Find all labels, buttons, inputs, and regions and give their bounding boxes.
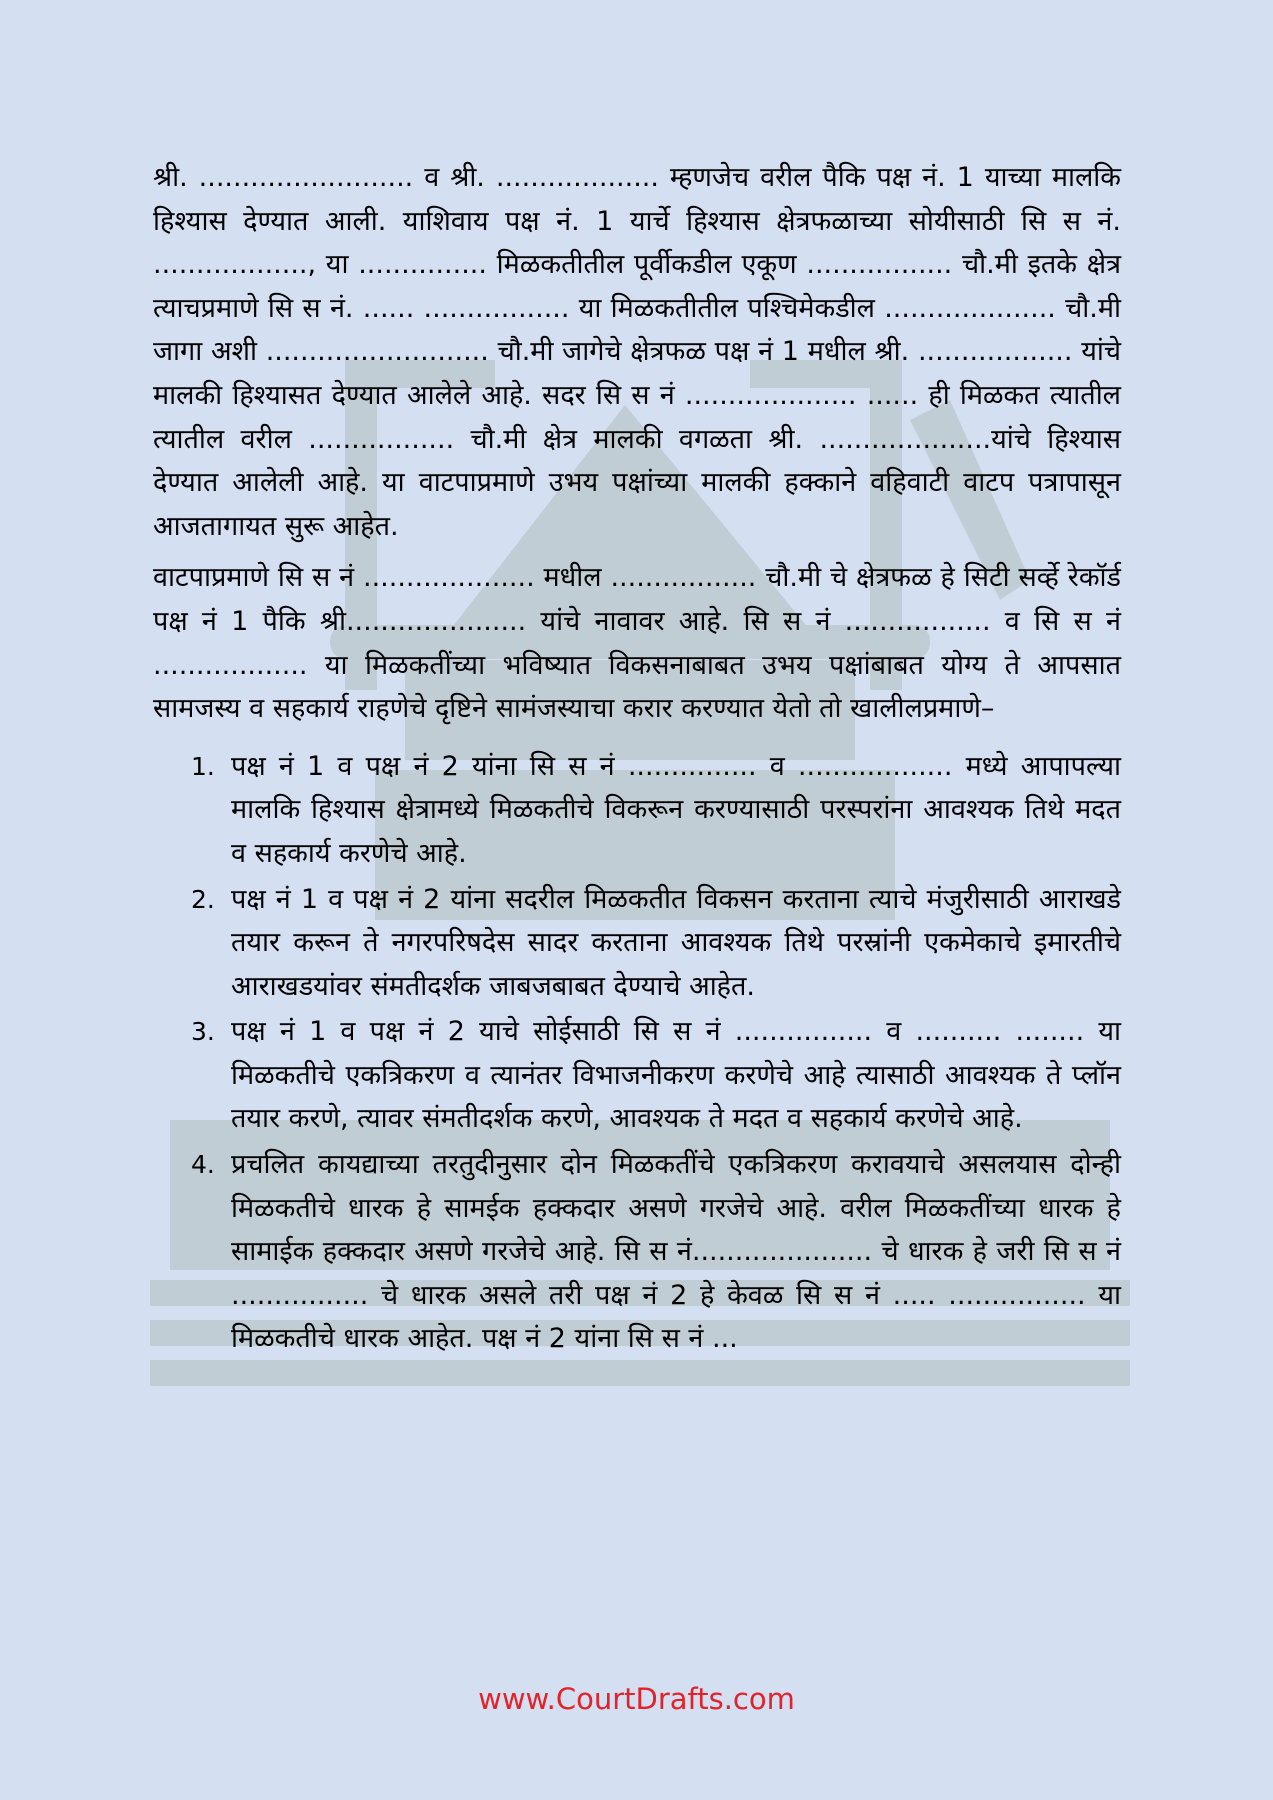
list-item-number: 1. [191,751,215,781]
list-item-number: 4. [191,1150,215,1180]
list-item [153,878,1121,1009]
list-item-number: 2. [191,884,215,914]
body-paragraph-1: श्री. ......................... व श्री. ................... म्हणजेच वरील पैकि पक्ष नं. 1 याच्या मालकि हिश्यास देण्यात आली. याशिवाय पक्ष नं. 1 यार्चे हिश्यास क्षेत्रफळाच्या सोयीसाठी सि स नं. .................., या ............... मिळकतीतील पूर्वीकडील एकूण ................. चौ.मी इतके क्षेत्र त्याचप्रमाणे सि स नं. ...... ................. या मिळकतीतील पश्चिमेकडील .................... चौ.मी जागा अशी .......................... चौ.मी जागेचे क्षेत्रफळ पक्ष नं 1 मधील श्री. .................. यांचे मालकी हिश्यासत देण्यात आलेले आहे. सदर सि स नं .................... ...... ही मिळकत त्यातील त्यातील वरील ................. चौ.मी क्षेत्र मालकी वगळता श्री. ....................यांचे हिश्यास देण्यात आलेली आहे. या वाटपाप्रमाणे उभय पक्षांच्या मालकी हक्काने वहिवाटी वाटप पत्रापासून आजतागायत सुरू आहेत. [153,162,1121,542]
list-item-text: पक्ष नं 1 व पक्ष नं 2 याचे सोईसाठी सि स नं ................ व .......... ........ या मिळकतीचे एकत्रिकरण व त्यानंतर विभाजनीकरण करणेचे आहे त्यासाठी आवश्यक ते प्लॉन तयार करणे, त्यावर संमतीदर्शक करणे, आवश्यक ते मदत व सहकार्य करणेचे आहे. [231,1016,1121,1135]
list-item [153,1143,1121,1361]
list-item [153,1010,1121,1141]
list-item [153,745,1121,876]
list-item-number: 3. [191,1017,215,1047]
list-item-text: पक्ष नं 1 व पक्ष नं 2 यांना सि स नं ............... व .................. मध्ये आपापल्या मालकि हिश्यास क्षेत्रामध्ये मिळकतीचे विकरून करण्यासाठी परस्परांना आवश्यक तिथे मदत व सहकार्य करणेचे आहे. [231,750,1121,869]
list-item-text: पक्ष नं 1 व पक्ष नं 2 यांना सदरील मिळकतीत विकसन करताना त्याचे मंजुरीसाठी आराखडे तयार करून ते नगरपरिषदेस सादर करताना आवश्यक तिथे परस्रांनी एकमेकाचे इमारतीचे आराखडयांवर संमतीदर्शक जाबजबाबत देण्याचे आहेत. [231,883,1121,1002]
body-paragraph-2: वाटपाप्रमाणे सि स नं .................... मधील ................. चौ.मी चे क्षेत्रफळ हे सिटी सर्व्हे रेकॉर्ड पक्ष नं 1 पैकि श्री..................... यांचे नावावर आहे. सि स नं ................. व सि स नं .................. या मिळकतींच्या भविष्यात विकसनाबाबत उभय पक्षांबाबत योग्य ते आपसात सामजस्य व सहकार्य राहणेचे दृष्टिने सामंजस्याचा करार करण्यात येतो तो खालीलप्रमाणे– [153,562,1121,725]
footer-website-link[interactable]: www.CourtDrafts.com [478,1682,795,1716]
list-item-text: प्रचलित कायद्याच्या तरतुदीनुसार दोन मिळकतींचे एकत्रिकरण करावयाचे असलयास दोन्ही मिळकतीचे धारक हे सामईक हक्कदार असणे गरजेचे आहे. वरील मिळकतींच्या धारक हे सामाईक हक्कदार असणे गरजेचे आहे. सि स नं..................... चे धारक हे जरी सि स नं ................ चे धारक असले तरी पक्ष नं 2 हे केवळ सि स नं ..... ................ या मिळकतीचे धारक आहेत. पक्ष नं 2 यांना सि स नं ... [231,1149,1121,1355]
terms-list [153,745,1121,1361]
document-body [153,156,1121,1363]
